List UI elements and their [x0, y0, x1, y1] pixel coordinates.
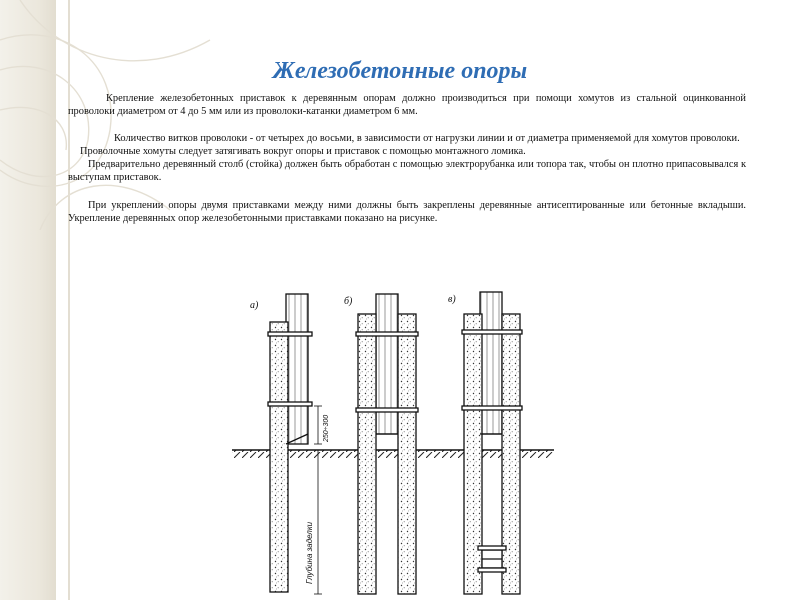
paragraph-pole-preparation: Предварительно деревянный столб (стойка) должен быть обработан с помощью электрорубанка или топора так, чтобы он плотно припасовывался к выступам приставок.	[68, 159, 746, 183]
paragraph-clamp-fastening: Крепление железобетонных приставок к деревянным опорам должно производиться при помощи хомутов из стальной оцинкованной проволоки диаметром от 4 до 5 мм или из проволоки-катанки диаметром 6 мм.	[68, 93, 746, 117]
pole-variant-b	[356, 294, 418, 594]
depth-label: Глубина заделки	[305, 521, 314, 584]
paragraph-wire-tightening: Проволочные хомуты следует затягивать вокруг опоры и приставок с помощью монтажного ломика.	[80, 146, 526, 157]
figure-label-v: в)	[448, 294, 456, 305]
dimension-label: 250÷300	[323, 414, 330, 442]
pole-variant-v	[462, 292, 522, 594]
slide-title: Железобетонные опоры	[272, 58, 528, 84]
body-text	[68, 92, 746, 225]
figure-label-a: а)	[250, 300, 259, 311]
figure-label-b: б)	[344, 296, 353, 307]
paragraph-inserts: При укреплении опоры двумя приставками между ними должны быть закреплены деревянные антисептированные или бетонные вкладыши. Укрепление деревянных опор железобетонными приставками показано на рисунке.	[68, 200, 746, 224]
paragraph-wire-turns: Количество витков проволоки - от четырех до восьми, в зависимости от нагрузки линии и от диаметра применяемой для хомутов проволоки.	[114, 133, 740, 144]
pole-reinforcement-drawing	[226, 284, 558, 598]
